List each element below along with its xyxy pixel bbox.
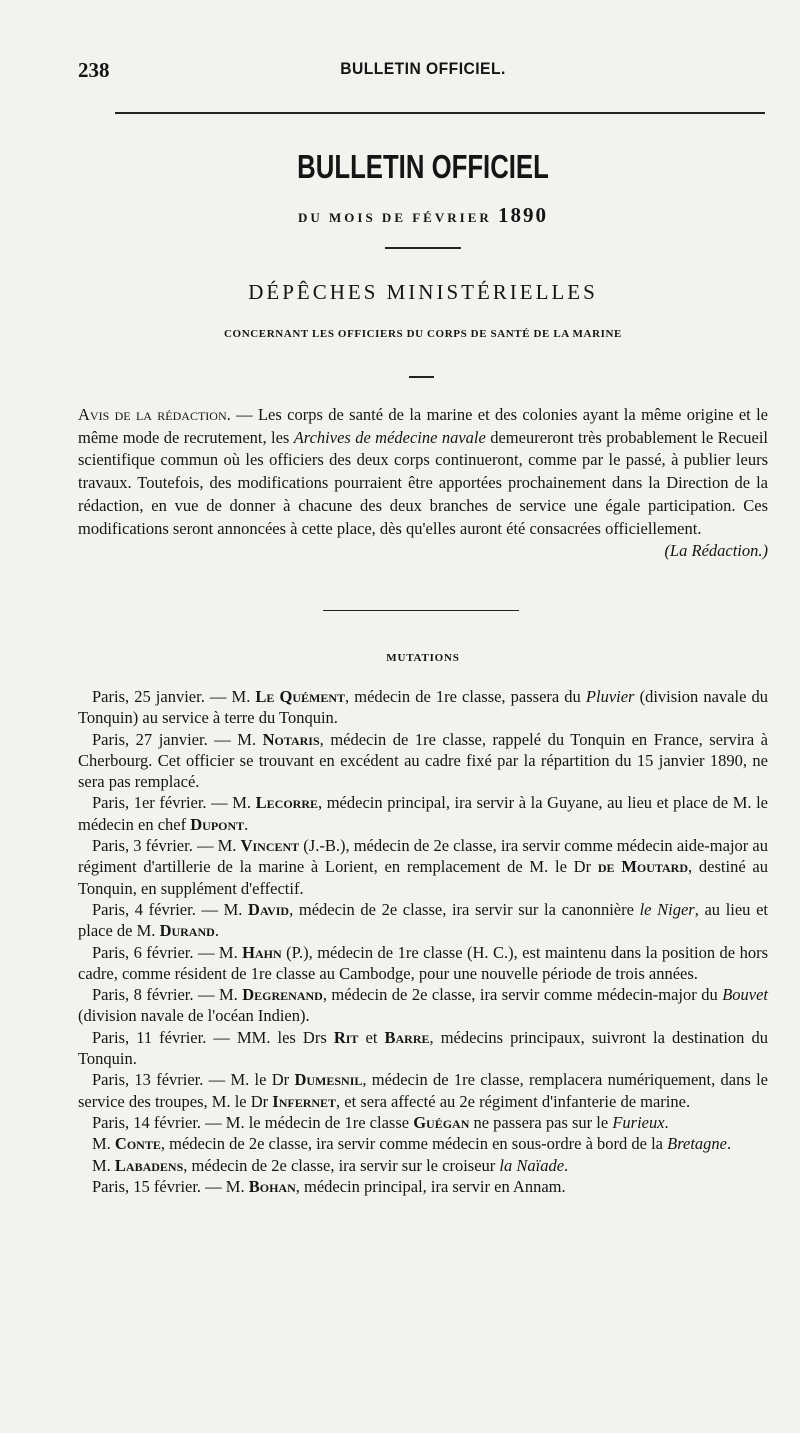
mutation-entry	[78, 1027, 768, 1070]
mutation-entry	[78, 792, 768, 835]
officer-name: Barre	[384, 1027, 430, 1047]
entry-text: , médecin de 2e classe, ira servir comme médecin-major du	[322, 985, 723, 1005]
mutations-heading: MUTATIONS	[386, 652, 460, 664]
officer-name: Hahn	[242, 942, 282, 962]
entry-text: (J.-B.), médecin de 2e classe, ira servir comme médecin aide-major au régiment d'artillerie de la marine à Lorient, en remplacement de M. le Dr	[78, 836, 768, 877]
ship-name: Furieux	[612, 1112, 665, 1132]
ship-name: le Niger	[639, 899, 695, 919]
officer-name: Infernet	[272, 1091, 337, 1111]
entry-text: Paris, 13 février. — M. le Dr	[92, 1070, 295, 1090]
entry-text: , médecin principal, ira servir à la Guyane, au lieu et place de M. le médecin en chef	[78, 793, 769, 834]
entry-text: , médecin de 1re classe, remplacera numériquement, dans le service des troupes, M. le Dr	[78, 1070, 768, 1111]
entry-text: (P.), médecin de 1re classe (H. C.), est maintenu dans la position de hors cadre, comme résident de 1re classe au Cambodge, pour une nouvelle période de trois années.	[78, 942, 769, 983]
month-line	[78, 203, 768, 228]
ship-name: Bretagne	[667, 1134, 727, 1154]
notice-label: Avis de la rédaction.	[78, 405, 231, 424]
entry-text: .	[214, 921, 219, 941]
notice-signature: (La Rédaction.)	[664, 541, 768, 561]
header-rule	[115, 112, 765, 114]
divider-rule	[385, 247, 461, 249]
entry-text: Paris, 3 février. — M.	[92, 836, 241, 856]
mutation-entry	[78, 1069, 768, 1112]
ship-name: Pluvier	[585, 687, 635, 706]
entry-text: .	[727, 1134, 732, 1154]
mutation-entry	[78, 1155, 768, 1176]
officer-name: Guégan	[413, 1112, 470, 1132]
entry-text: , médecin de 1re classe, passera du	[345, 687, 586, 706]
entry-text: , médecin de 2e classe, ira servir sur le croiseur	[183, 1155, 500, 1175]
entry-text: (division navale de l'océan Indien).	[78, 1006, 310, 1026]
officer-name: Notaris	[262, 729, 320, 749]
officer-name: de Moutard	[597, 857, 689, 877]
bulletin-title: BULLETIN OFFICIEL	[297, 148, 549, 185]
notice-text-1: — Les corps de santé de la marine et des colonies ayant la même origine et le même mode de recrutement, les	[78, 405, 768, 447]
entry-text: Paris, 11 février. — MM. les Drs	[92, 1027, 334, 1047]
mutation-entry	[78, 835, 768, 899]
officer-name: Lecorre	[255, 793, 318, 813]
officer-name: Conte	[114, 1134, 161, 1154]
entry-text: , au lieu et place de M.	[78, 899, 768, 941]
entry-text: , destiné au Tonquin, en supplément d'effectif.	[78, 857, 769, 898]
entry-text: .	[244, 814, 249, 834]
section-subtitle: CONCERNANT LES OFFICIERS DU CORPS DE SANTÉ DE LA MARINE	[224, 328, 622, 340]
officer-name: Le Quément	[255, 687, 346, 706]
entry-text: (division navale du Tonquin) au service à terre du Tonquin.	[78, 687, 768, 728]
officer-name: Degrenand	[242, 985, 323, 1005]
entry-text: , médecins principaux, suivront la destination du Tonquin.	[78, 1027, 768, 1069]
officer-name: Durand	[159, 921, 215, 941]
entry-text: , et sera affecté au 2e régiment d'infanterie de marine.	[336, 1091, 691, 1111]
mutations-list	[78, 686, 768, 1197]
entry-text: M.	[92, 1134, 115, 1154]
mutation-entry	[78, 729, 768, 793]
officer-name: David	[248, 899, 290, 919]
running-header	[78, 58, 768, 92]
officer-name: Dupont	[190, 814, 245, 834]
mutation-entry	[78, 1133, 768, 1154]
entry-text: , médecin de 1re classe, rappelé du Tonquin en France, servira à Cherbourg. Cet officier se trouvant en excédent au cadre fixé par la répartition du 15 janvier 1890, ne sera pas remplacé.	[78, 729, 768, 792]
page-number: 238	[78, 58, 110, 82]
mutation-entry	[78, 942, 768, 985]
entry-text: M.	[92, 1155, 115, 1175]
entry-text: Paris, 8 février. — M.	[92, 985, 243, 1005]
mutation-entry	[78, 1176, 768, 1197]
entry-text: , médecin de 2e classe, ira servir comme médecin en sous-ordre à bord de la	[160, 1134, 668, 1154]
entry-text: Paris, 14 février. — M. le médecin de 1re classe	[92, 1112, 414, 1132]
entry-text: et	[358, 1027, 385, 1047]
mutation-entry	[78, 1112, 768, 1133]
month-year: 1890	[498, 203, 548, 227]
entry-text: Paris, 15 février. — M.	[92, 1176, 249, 1196]
entry-text: Paris, 6 février. — M.	[92, 942, 243, 962]
running-title: BULLETIN OFFICIEL.	[340, 59, 506, 78]
officer-name: Rit	[333, 1027, 359, 1047]
entry-text: Paris, 1er février. — M.	[92, 793, 256, 813]
entry-text: , médecin de 2e classe, ira servir sur la canonnière	[289, 899, 640, 919]
entry-text: ne passera pas sur le	[469, 1112, 613, 1132]
entry-text: , médecin principal, ira servir en Annam.	[295, 1176, 566, 1196]
officer-name: Vincent	[240, 836, 300, 856]
entry-text: Paris, 4 février. — M.	[92, 899, 249, 919]
officer-name: Labadens	[114, 1155, 184, 1175]
mutation-entry	[78, 984, 768, 1027]
section-title: DÉPÊCHES MINISTÉRIELLES	[248, 280, 598, 304]
notice-text-2: demeureront très probablement le Recueil scientifique commun où les officiers des deux corps continueront, comme par le passé, à publier leurs travaux. Toutefois, des modifications pourraient être apportées prochainement dans la Direction de la rédaction, en vue de donner à chacune des deux branches de service une égale participation. Ces modifications seront annoncées à cette place, dès qu'elles auront été consacrées officiellement.	[78, 427, 768, 538]
section-rule	[323, 610, 519, 611]
ship-name: Bouvet	[722, 985, 768, 1005]
officer-name: Bohan	[248, 1176, 296, 1196]
mutation-entry	[78, 899, 768, 942]
journal-title: Archives de médecine navale	[293, 427, 486, 447]
entry-text: Paris, 27 janvier. — M.	[92, 729, 263, 749]
ship-name: la Naïade	[499, 1155, 565, 1175]
entry-text: Paris, 25 janvier. — M.	[92, 687, 256, 706]
officer-name: Dumesnil	[294, 1070, 363, 1090]
mutation-entry	[78, 686, 768, 729]
entry-text: .	[664, 1112, 669, 1132]
divider-rule-short	[409, 376, 434, 378]
entry-text: .	[564, 1155, 569, 1175]
month-prefix: DU MOIS DE FÉVRIER	[297, 210, 492, 225]
editorial-notice	[78, 404, 768, 563]
